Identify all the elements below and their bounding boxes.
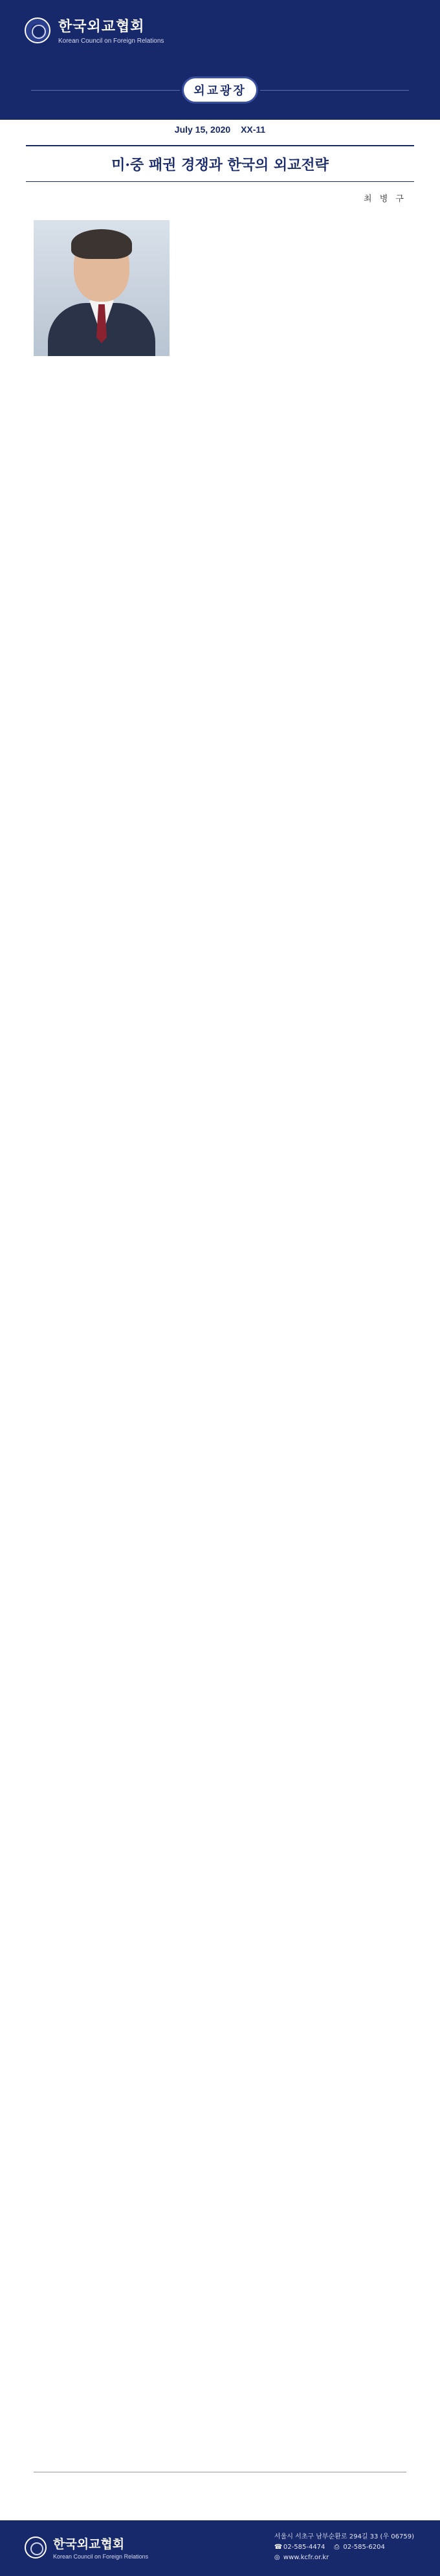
article-paragraph <box>34 1090 406 1104</box>
kcfr-logo-icon <box>25 2537 47 2559</box>
brand-english-name: Korean Council on Foreign Relations <box>58 38 164 45</box>
footer-phone: 02-585-4474 <box>283 2544 325 2551</box>
issue-dateline <box>0 124 440 135</box>
article-paragraph <box>34 737 406 751</box>
article-paragraph <box>34 438 406 452</box>
footer-brand <box>25 2535 148 2560</box>
article-paragraph <box>34 927 406 941</box>
article-paragraph <box>34 682 406 697</box>
article-paragraph <box>34 574 406 588</box>
article-paragraph <box>34 873 406 887</box>
article-paragraph <box>34 465 406 479</box>
article-paragraph <box>34 1009 406 1023</box>
article-paragraph <box>34 628 406 642</box>
article-paragraph <box>34 846 406 860</box>
article-paragraph <box>34 954 406 969</box>
series-badge <box>182 76 258 104</box>
brand <box>25 16 164 45</box>
article-paragraph <box>34 410 406 425</box>
article-paragraph <box>34 492 406 506</box>
kcfr-logo-icon <box>25 17 50 43</box>
footer-brand-english: Korean Council on Foreign Relations <box>53 2553 149 2560</box>
footer-fax: 02-585-6204 <box>343 2544 385 2551</box>
footer-address: 서울시 서초구 남부순환로 294길 33 (우 06759) <box>274 2533 414 2540</box>
footer-banner <box>0 2520 440 2576</box>
article-title: 미·중 패권 경쟁과 한국의 외교전략 <box>111 157 329 174</box>
article-paragraph <box>34 900 406 914</box>
phone-icon: ☎ <box>274 2544 283 2551</box>
footer-brand-name: 한국외교협회 <box>53 2538 125 2551</box>
article-paragraph <box>34 601 406 615</box>
footer-website[interactable]: www.kcfr.or.kr <box>283 2554 329 2561</box>
article-paragraph <box>34 764 406 778</box>
article-paragraph <box>34 1063 406 1077</box>
issue-number: XX-11 <box>241 124 266 135</box>
article-paragraph <box>34 519 406 533</box>
article-paragraph <box>34 655 406 669</box>
article-paragraph <box>34 710 406 724</box>
article-paragraph <box>34 791 406 805</box>
title-divider-top <box>26 145 414 146</box>
article-paragraph <box>34 981 406 996</box>
fax-icon: ⎙ <box>334 2544 340 2551</box>
issue-date: July 15, 2020 <box>174 124 231 135</box>
header-banner <box>0 0 440 120</box>
article-paragraph <box>34 818 406 833</box>
globe-icon: ◎ <box>274 2554 280 2561</box>
article-paragraph <box>34 383 406 398</box>
brand-name: 한국외교협회 <box>58 18 145 34</box>
series-title: 외교광장 <box>193 84 247 98</box>
article-paragraph <box>34 1036 406 1050</box>
title-divider-bottom <box>26 181 414 182</box>
footer-contact <box>274 2532 414 2563</box>
article-paragraph <box>34 546 406 561</box>
author-portrait <box>34 220 170 356</box>
article-author: 최 병 구 <box>364 194 406 204</box>
